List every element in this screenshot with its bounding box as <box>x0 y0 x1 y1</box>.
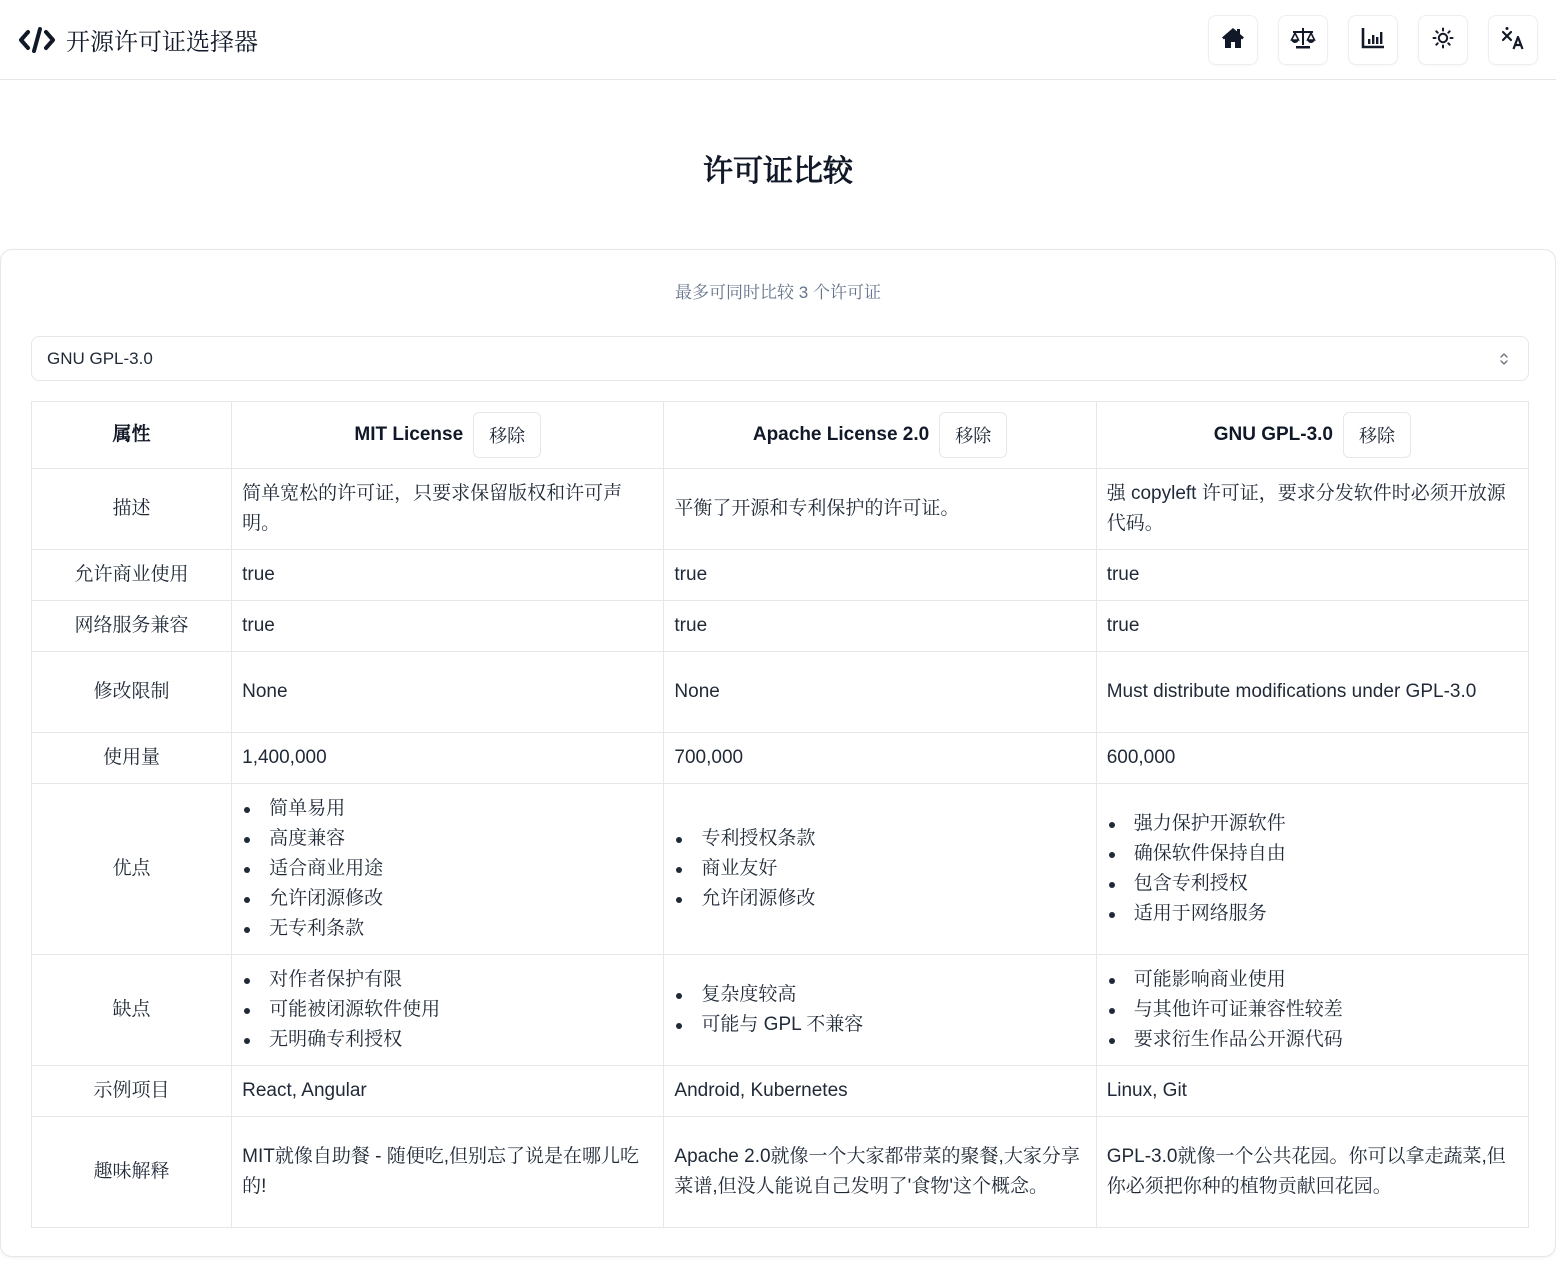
bar-chart-icon <box>1361 27 1385 52</box>
list-item: 无明确专利授权 <box>242 1025 653 1055</box>
table-row-modification <box>32 652 1529 733</box>
table-row-examples <box>32 1066 1529 1117</box>
cell-value: true <box>1096 550 1528 601</box>
cell-list <box>232 784 664 955</box>
table-row-fun <box>32 1117 1529 1228</box>
stats-button[interactable] <box>1348 15 1398 65</box>
cell-value: 1,400,000 <box>232 733 664 784</box>
cons-list-gpl <box>1107 965 1518 1055</box>
row-label: 网络服务兼容 <box>32 601 232 652</box>
cell-value: true <box>232 550 664 601</box>
cell-value: None <box>232 652 664 733</box>
cell-value: GPL-3.0就像一个公共花园。你可以拿走蔬菜,但你必须把你种的植物贡献回花园。 <box>1096 1117 1528 1228</box>
attribute-header: 属性 <box>32 402 232 469</box>
list-item: 商业友好 <box>674 854 1085 884</box>
cell-list <box>1096 955 1528 1066</box>
list-item: 复杂度较高 <box>674 980 1085 1010</box>
license-header-apache <box>664 402 1096 469</box>
pros-list-apache <box>674 824 1085 914</box>
license-header-mit <box>232 402 664 469</box>
cell-list <box>232 955 664 1066</box>
code-slash-icon <box>18 25 58 55</box>
cell-value: MIT就像自助餐 - 随便吃,但别忘了说是在哪儿吃的! <box>232 1117 664 1228</box>
list-item: 可能被闭源软件使用 <box>242 995 653 1025</box>
cell-value: 600,000 <box>1096 733 1528 784</box>
list-item: 包含专利授权 <box>1107 869 1518 899</box>
comparison-table <box>31 401 1529 1228</box>
language-button[interactable] <box>1488 15 1538 65</box>
table-row-network <box>32 601 1529 652</box>
translate-icon <box>1501 26 1525 53</box>
table-row-commercial <box>32 550 1529 601</box>
row-label: 允许商业使用 <box>32 550 232 601</box>
row-label: 使用量 <box>32 733 232 784</box>
list-item: 对作者保护有限 <box>242 965 653 995</box>
list-item: 强力保护开源软件 <box>1107 809 1518 839</box>
cell-value: Linux, Git <box>1096 1066 1528 1117</box>
cell-value: true <box>232 601 664 652</box>
remove-gpl-button[interactable]: 移除 <box>1343 412 1411 458</box>
row-label: 缺点 <box>32 955 232 1066</box>
table-row-description <box>32 469 1529 550</box>
cell-value: 700,000 <box>664 733 1096 784</box>
list-item: 高度兼容 <box>242 824 653 854</box>
app-header <box>0 0 1556 80</box>
list-item: 专利授权条款 <box>674 824 1085 854</box>
cell-value: 简单宽松的许可证，只要求保留版权和许可声明。 <box>232 469 664 550</box>
pros-list-mit <box>242 794 653 944</box>
comparison-card <box>0 249 1556 1257</box>
cell-value: 强 copyleft 许可证，要求分发软件时必须开放源代码。 <box>1096 469 1528 550</box>
compare-button[interactable] <box>1278 15 1328 65</box>
table-row-cons <box>32 955 1529 1066</box>
home-icon <box>1221 27 1245 52</box>
cell-value: None <box>664 652 1096 733</box>
list-item: 可能与 GPL 不兼容 <box>674 1010 1085 1040</box>
row-label: 修改限制 <box>32 652 232 733</box>
cell-value: React, Angular <box>232 1066 664 1117</box>
sun-icon <box>1432 27 1454 52</box>
license-select-value: GNU GPL-3.0 <box>47 348 153 368</box>
cell-list <box>664 955 1096 1066</box>
top-nav <box>1208 15 1538 65</box>
table-header-row <box>32 402 1529 469</box>
cell-value: true <box>1096 601 1528 652</box>
list-item: 可能影响商业使用 <box>1107 965 1518 995</box>
license-name: Apache License 2.0 <box>752 424 930 445</box>
home-button[interactable] <box>1208 15 1258 65</box>
pros-list-gpl <box>1107 809 1518 929</box>
license-name: MIT License <box>354 424 464 445</box>
list-item: 适合商业用途 <box>242 854 653 884</box>
remove-apache-button[interactable]: 移除 <box>939 412 1007 458</box>
cell-value: true <box>664 601 1096 652</box>
cell-value: Must distribute modifications under GPL-3.0 <box>1096 652 1528 733</box>
row-label: 趣味解释 <box>32 1117 232 1228</box>
list-item: 允许闭源修改 <box>242 884 653 914</box>
remove-mit-button[interactable]: 移除 <box>473 412 541 458</box>
compare-limit-hint: 最多可同时比较 3 个许可证 <box>675 283 881 302</box>
brand[interactable] <box>18 22 258 57</box>
license-name: GNU GPL-3.0 <box>1213 424 1333 445</box>
row-label: 示例项目 <box>32 1066 232 1117</box>
app-title: 开源许可证选择器 <box>66 29 258 56</box>
scale-icon <box>1290 27 1316 52</box>
cell-list <box>1096 784 1528 955</box>
table-row-pros <box>32 784 1529 955</box>
list-item: 要求衍生作品公开源代码 <box>1107 1025 1518 1055</box>
list-item: 简单易用 <box>242 794 653 824</box>
cons-list-mit <box>242 965 653 1055</box>
cell-value: Apache 2.0就像一个大家都带菜的聚餐,大家分享菜谱,但没人能说自己发明了'食物'这个概念。 <box>664 1117 1096 1228</box>
cell-value: true <box>664 550 1096 601</box>
list-item: 允许闭源修改 <box>674 884 1085 914</box>
theme-toggle-button[interactable] <box>1418 15 1468 65</box>
cons-list-apache <box>674 980 1085 1040</box>
page-title: 许可证比较 <box>703 155 853 188</box>
chevron-up-down-icon <box>1498 351 1510 367</box>
license-header-gpl <box>1096 402 1528 469</box>
cell-value: 平衡了开源和专利保护的许可证。 <box>664 469 1096 550</box>
list-item: 确保软件保持自由 <box>1107 839 1518 869</box>
table-row-usage <box>32 733 1529 784</box>
cell-value: Android, Kubernetes <box>664 1066 1096 1117</box>
license-select[interactable] <box>31 336 1529 381</box>
list-item: 与其他许可证兼容性较差 <box>1107 995 1518 1025</box>
row-label: 优点 <box>32 784 232 955</box>
cell-list <box>664 784 1096 955</box>
list-item: 适用于网络服务 <box>1107 899 1518 929</box>
row-label: 描述 <box>32 469 232 550</box>
list-item: 无专利条款 <box>242 914 653 944</box>
